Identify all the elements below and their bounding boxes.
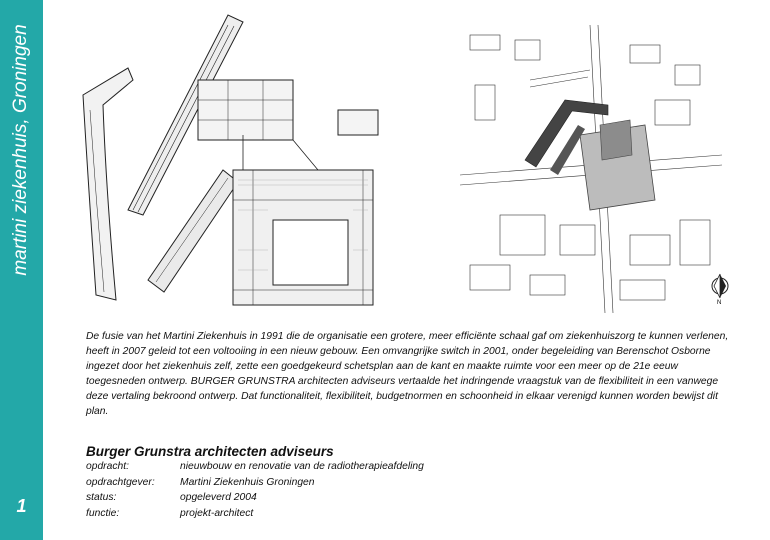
sidebar-title: martini ziekenhuis, Groningen <box>10 24 31 276</box>
detail-row <box>86 461 424 477</box>
detail-row <box>86 492 424 508</box>
detail-label: opdracht: <box>86 461 129 472</box>
detail-value: nieuwbouw en renovatie van de radiotherapieafdeling <box>180 461 424 472</box>
project-description: De fusie van het Martini Ziekenhuis in 1991 die de organisatie een grotere, meer efficiënte schaal gaf om ziekenhuiszorg te kunnen verlenen, heeft in 2007 geleid tot een voltooiing in een nieuw gebouw. Een omvangrijke switch in 2001, onder begeleiding van Berenschot Osborne ingezet door het ziekenhuis zelf, zette een goedgekeurd schetsplan aan de kant en maakte ruimte voor een meer op de 21e eeuw toegesneden ontwerp. BURGER GRUNSTRA architecten adviseurs vertaalde het indringende vraagstuk van de flexibiliteit in een vanwege deze vertaling bekroond ontwerp. Dat functionaliteit, flexibiliteit, budgetnormen en schoonheid in elkaar verenigd kunnen worden bewijst dit plan. <box>86 331 729 417</box>
north-arrow-icon <box>705 268 735 304</box>
detail-label: functie: <box>86 507 120 519</box>
floorplan-drawing <box>78 10 400 310</box>
project-details <box>86 461 424 523</box>
office-title: Burger Grunstra architecten adviseurs <box>86 444 334 459</box>
sidebar <box>0 0 43 540</box>
siteplan-drawing <box>460 25 722 313</box>
detail-row <box>86 508 424 524</box>
detail-value: opgeleverd 2004 <box>180 492 257 503</box>
detail-value: projekt-architect <box>180 507 254 519</box>
detail-label: opdrachtgever: <box>86 476 155 488</box>
page-number: 1 <box>16 496 27 516</box>
detail-row <box>86 477 424 493</box>
detail-label: status: <box>86 492 117 503</box>
detail-value: Martini Ziekenhuis Groningen <box>180 476 315 488</box>
north-label: N <box>717 300 722 304</box>
